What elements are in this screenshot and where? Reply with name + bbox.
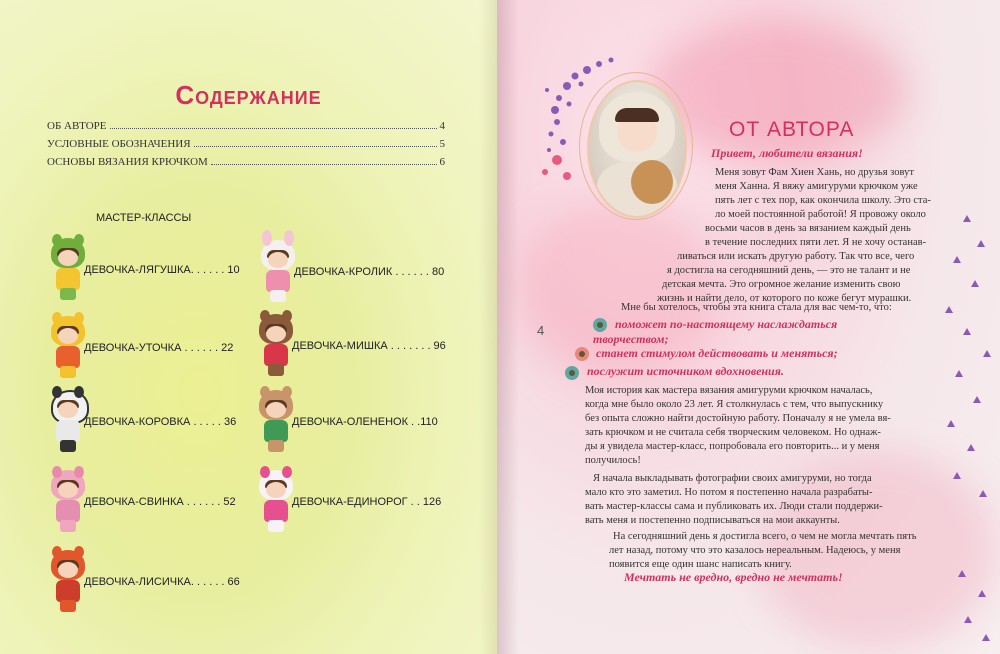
masterclass-unicorn[interactable]: ДЕВОЧКА-ЕДИНОРОГ . . 126 (256, 470, 441, 534)
triangle-confetti-decoration (952, 560, 997, 650)
toc-entry-basics[interactable]: ОСНОВЫ ВЯЗАНИЯ КРЮЧКОМ 6 (47, 156, 445, 168)
flower-bullet-icon (575, 347, 589, 361)
wish-item: станет стимулом действовать и меняться; (596, 346, 838, 360)
toc-entry-about[interactable]: ОБ АВТОРЕ 4 (47, 120, 445, 132)
masterclasses-heading: МАСТЕР-КЛАССЫ (96, 212, 192, 224)
masterclass-cow[interactable]: ДЕВОЧКА-КОРОВКА . . . . . 36 (48, 390, 236, 454)
greeting: Привет, любители вязания! (711, 146, 863, 160)
page-number: 4 (537, 323, 545, 338)
masterclass-duck[interactable]: ДЕВОЧКА-УТОЧКА . . . . . . 22 (48, 316, 233, 380)
about-title: ОТ АВТОРА (729, 118, 855, 141)
wish-item: творчеством; (593, 332, 669, 346)
motto: Мечтать не вредно, вредно не мечтать! (624, 570, 843, 584)
toc-entry-symbols[interactable]: УСЛОВНЫЕ ОБОЗНАЧЕНИЯ 5 (47, 138, 445, 150)
bear-doll-icon (256, 314, 296, 378)
frog-doll-icon (48, 238, 88, 302)
masterclass-bunny[interactable]: ДЕВОЧКА-КРОЛИК . . . . . . 80 (258, 240, 444, 304)
wish-intro: Мне бы хотелось, чтобы эта книга стала для вас чем-то, что: (621, 302, 892, 313)
contents-title: Содержание (175, 80, 322, 110)
fox-doll-icon (48, 550, 88, 614)
wish-item: поможет по-настоящему наслаждаться (615, 317, 838, 331)
unicorn-doll-icon (256, 470, 296, 534)
flower-bullet-icon (565, 366, 579, 380)
cow-doll-icon (48, 390, 88, 454)
masterclass-bear[interactable]: ДЕВОЧКА-МИШКА . . . . . . . 96 (256, 314, 446, 378)
pig-doll-icon (48, 470, 88, 534)
bunny-doll-icon (258, 240, 298, 304)
about-author-page: ОТ АВТОРА Привет, любители вязания! Меня зовут Фам Хиен Хань, но друзья зовут меня Ханна. Я вяжу амигуруми крючком уже пять лет с тех пор, как окончила школу. Это ста- ло моей постоянной работой! Я провожу около восьми часов в день за вязанием каждый день в течение последних пяти лет. Я не хочу останав- ливаться или искать другую работу. Так что все, чего я достигла на сегодняшний день, — это не талант и не детская мечта. Это огромное желание изменить свою жизнь и найти дело, от которого по коже бегут мурашки. 4 Мне бы хотелось, чтобы эта книга стала для вас чем-то, что: поможет по-настоящему наслаждаться творчеством; станет стимулом действовать и меняться; послужит источником вдохновения. Моя история как мастера вязания амигуруми крючком началась, когда мне было около 23 лет. Я столкнулась с тем, что выпускнику без опыта сложно найти достойную работу. Поначалу я не умела вя- зать крючком и не считала себя творческим человеком. Но однаж- ды я увидела мастер-класс, попробовала его повторить... и у меня получилось! Я начала выкладывать фотографии своих амигуруми, но тогда мало кто это заметил. Но потом я постепенно начала разрабаты- вать мастер-классы сама и публиковать их. Люди стали поддержи- вать меня и постепенно подписываться на мои аккаунты. На сегодняшний день я достигла всего, о чем не могла мечтать пять лет назад, потому что это казалось нереальным. Надеюсь, у меня появится еще один шанс написать книгу. Мечтать не вредно, вредно не мечтать! (497, 0, 1000, 654)
deer-doll-icon (256, 390, 296, 454)
masterclass-deer[interactable]: ДЕВОЧКА-ОЛЕНЕНОК . .110 (256, 390, 438, 454)
author-portrait-icon (577, 70, 693, 220)
masterclass-frog[interactable]: ДЕВОЧКА-ЛЯГУШКА. . . . . . 10 (48, 238, 240, 302)
masterclass-fox[interactable]: ДЕВОЧКА-ЛИСИЧКА. . . . . . 66 (48, 550, 240, 614)
masterclass-pig[interactable]: ДЕВОЧКА-СВИНКА . . . . . . 52 (48, 470, 236, 534)
duck-doll-icon (48, 316, 88, 380)
wish-item: послужит источником вдохновения. (587, 364, 784, 378)
flower-bullet-icon (593, 318, 607, 332)
contents-page (0, 0, 497, 654)
